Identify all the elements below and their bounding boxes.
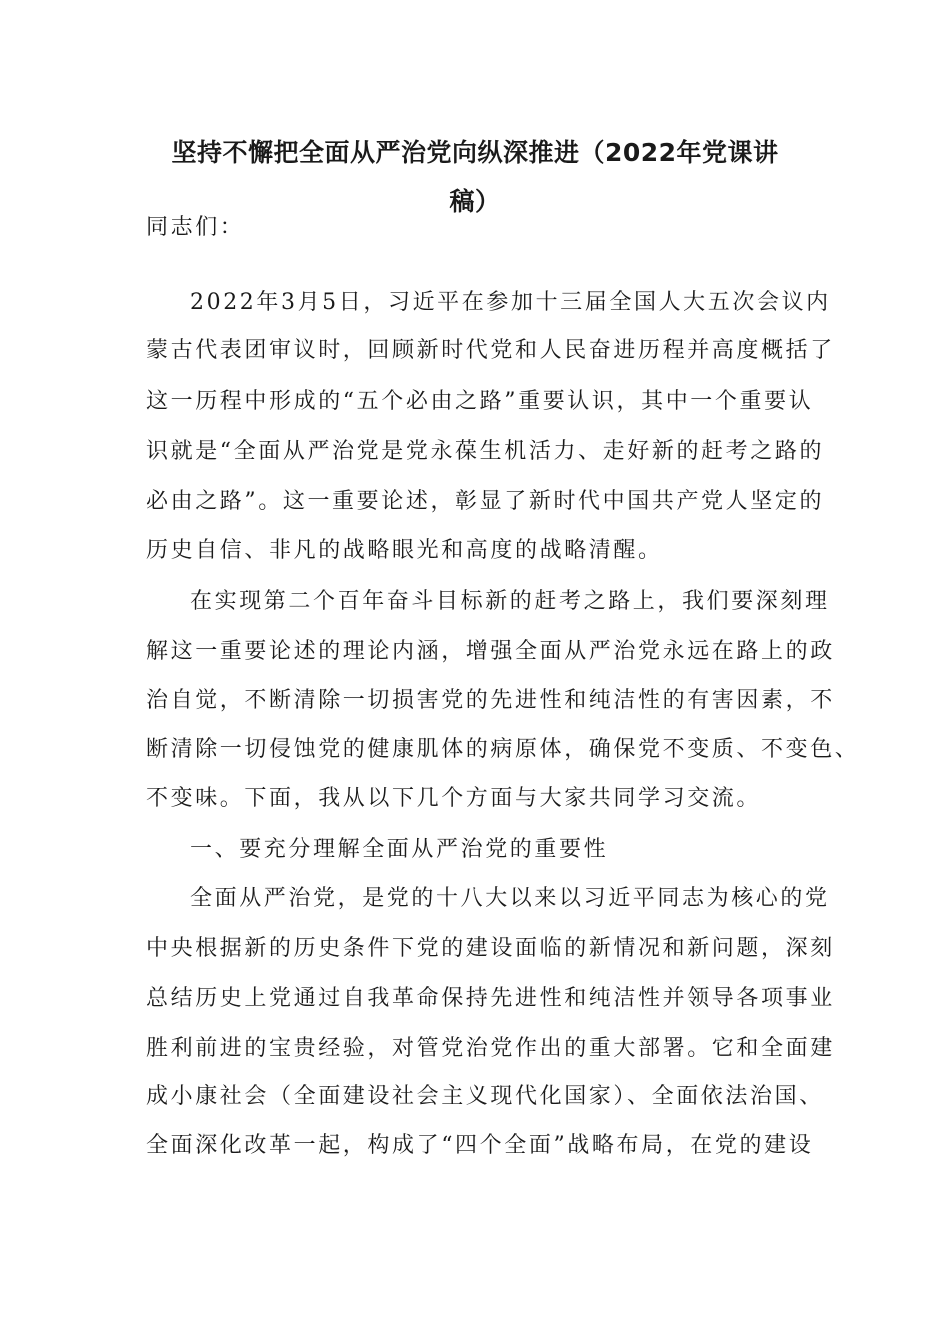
paragraph-line: 全面从严治党，是党的十八大以来以习近平同志为核心的党 <box>190 886 830 911</box>
paragraph-line: 不变味。下面，我从以下几个方面与大家共同学习交流。 <box>146 786 762 811</box>
title-line-1: 坚持不懈把全面从严治党向纵深推进（2022年党课讲 <box>171 138 779 167</box>
section-heading: 一、要充分理解全面从严治党的重要性 <box>190 837 609 862</box>
paragraph-line: 总结历史上党通过自我革命保持先进性和纯洁性并领导各项事业 <box>146 986 835 1011</box>
title-line-2: 稿） <box>449 187 501 216</box>
salutation: 同志们： <box>146 215 245 240</box>
paragraph-line: 胜利前进的宝贵经验，对管党治党作出的重大部署。它和全面建 <box>146 1036 835 1061</box>
paragraph-line: 蒙古代表团审议时，回顾新时代党和人民奋进历程并高度概括了 <box>146 338 835 363</box>
paragraph-line: 必由之路”。这一重要论述，彰显了新时代中国共产党人坚定的 <box>146 489 825 514</box>
paragraph-line: 全面深化改革一起，构成了“四个全面”战略布局，在党的建设 <box>146 1133 814 1158</box>
paragraph-line: 2022年3月5日，习近平在参加十三届全国人大五次会议内 <box>190 290 831 315</box>
paragraph-line: 识就是“全面从严治党是党永葆生机活力、走好新的赶考之路的 <box>146 439 825 464</box>
paragraph-line: 治自觉，不断清除一切损害党的先进性和纯洁性的有害因素，不 <box>146 688 835 713</box>
paragraph-line: 断清除一切侵蚀党的健康肌体的病原体，确保党不变质、不变色、 <box>146 737 860 762</box>
paragraph-line: 解这一重要论述的理论内涵，增强全面从严治党永远在路上的政 <box>146 639 835 664</box>
paragraph-line: 在实现第二个百年奋斗目标新的赶考之路上，我们要深刻理 <box>190 589 830 614</box>
paragraph-line: 历史自信、非凡的战略眼光和高度的战略清醒。 <box>146 538 663 563</box>
paragraph-line: 成小康社会（全面建设社会主义现代化国家）、全面依法治国、 <box>146 1084 824 1109</box>
paragraph-line: 这一历程中形成的“五个必由之路”重要认识，其中一个重要认 <box>146 389 814 414</box>
paragraph-line: 中央根据新的历史条件下党的建设面临的新情况和新问题，深刻 <box>146 936 835 961</box>
